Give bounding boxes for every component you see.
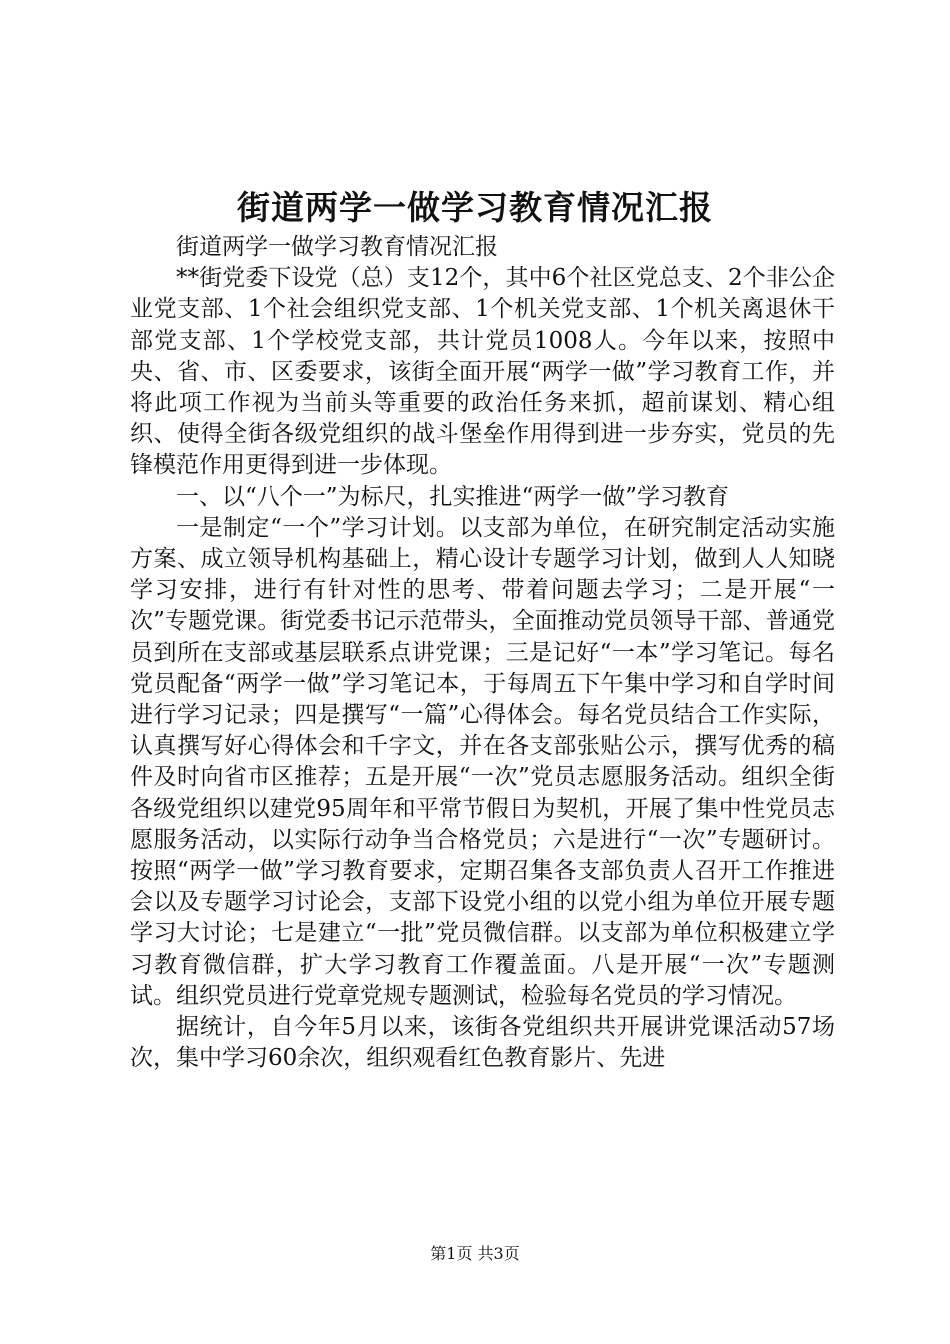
document-title: 街道两学一做学习教育情况汇报 (237, 188, 713, 227)
body-paragraph-subtitle: 街道两学一做学习教育情况汇报 (176, 234, 498, 260)
body-paragraph-statistics: 据统计，自今年5月以来，该街各党组织共开展讲党课活动57场次，集中学习60余次，组织观看红色教育影片、先进 (130, 1014, 835, 1072)
body-paragraph-intro: **街党委下设党（总）支12个，其中6个社区党总支、2个非公企业党支部、1个社会组织党支部、1个机关党支部、1个机关离退休干部党支部、1个学校党支部，共计党员1008人。今年以来，按照中央、省、市、区委要求，该街全面开展“两学一做”学习教育工作，并将此项工作视为当前头等重要的政治任务来抓，超前谋划、精心组织、使得全街各级党组织的战斗堡垒作用得到进一步夯实，党员的先锋模范作用更得到进一步体现。 (130, 265, 835, 479)
document-body (130, 232, 835, 1074)
section-heading: 一、以“八个一”为标尺，扎实推进“两学一做”学习教育 (176, 483, 730, 510)
body-paragraph-eight-items: 一是制定“一个”学习计划。以支部为单位，在研究制定活动实施方案、成立领导机构基础上，精心设计专题学习计划，做到人人知晓学习安排，进行有针对性的思考、带着问题去学习；二是开展“一次”专题党课。街党委书记示范带头，全面推动党员领导干部、普通党员到所在支部或基层联系点讲党课；三是记好“一本”学习笔记。每名党员配备“两学一做”学习笔记本，于每周五下午集中学习和自学时间进行学习记录；四是撰写“一篇”心得体会。每名党员结合工作实际，认真撰写好心得体会和千字文，并在各支部张贴公示，撰写优秀的稿件及时向省市区推荐；五是开展“一次”党员志愿服务活动。组织全街各级党组织以建党95周年和平常节假日为契机，开展了集中性党员志愿服务活动，以实际行动争当合格党员；六是进行“一次”专题研讨。按照“两学一做”学习教育要求，定期召集各支部负责人召开工作推进会以及专题学习讨论会，支部下设党小组的以党小组为单位开展专题学习大讨论；七是建立“一批”党员微信群。以支部为单位积极建立学习教育微信群，扩大学习教育工作覆盖面。八是开展“一次”专题测试。组织党员进行党章党规专题测试，检验每名党员的学习情况。 (130, 514, 835, 1009)
page-footer: 第1页 共3页 (430, 1244, 520, 1263)
